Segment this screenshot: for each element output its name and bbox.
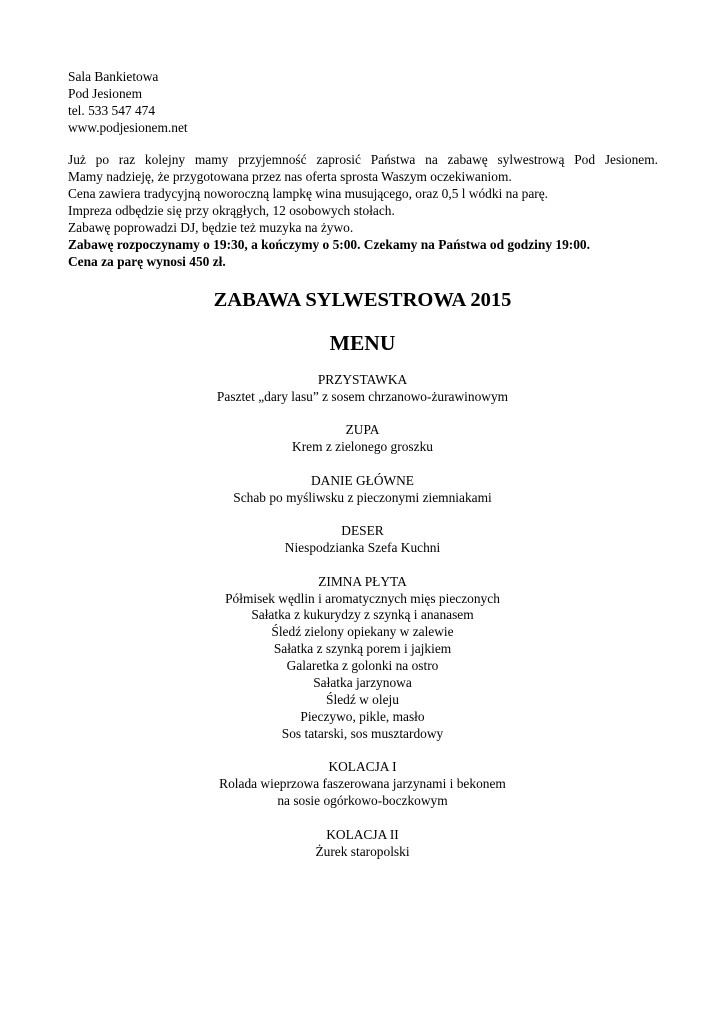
menu-section — [0, 422, 725, 456]
menu-item: Niespodzianka Szefa Kuchni — [284, 540, 441, 556]
menu-section-heading: DANIE GŁÓWNE — [310, 472, 414, 488]
menu-item: Sałatka jarzynowa — [313, 675, 412, 691]
menu-item: Krem z zielonego groszku — [292, 439, 433, 455]
menu-section-heading: ZIMNA PŁYTA — [318, 573, 407, 589]
event-title: ZABAWA SYLWESTROWA 2015 — [213, 289, 512, 311]
menu-section — [0, 827, 725, 861]
menu-item: Pieczywo, pikle, masło — [300, 708, 425, 724]
menu-section — [0, 759, 725, 810]
menu-section-heading: ZUPA — [345, 422, 380, 438]
menu-item: Śledź w oleju — [326, 691, 399, 707]
invitation-line: Już po raz kolejny mamy przyjemność zaprosić Państwa na zabawę sylwestrową Pod Jesionem. — [68, 152, 658, 167]
menu-section-heading: PRZYSTAWKA — [317, 372, 408, 387]
menu-item: Sałatka z kukurydzy z szynką i ananasem — [251, 607, 474, 623]
menu-item: Śledź zielony opiekany w zalewie — [271, 624, 454, 640]
menu-section-heading: KOLACJA II — [326, 826, 399, 842]
venue-website: www.podjesionem.net — [68, 120, 188, 135]
menu-section — [0, 372, 725, 406]
invitation-text — [68, 151, 658, 270]
menu-item: Pasztet „dary lasu” z sosem chrzanowo-żurawinowym — [216, 388, 509, 404]
venue-subname: Pod Jesionem — [68, 86, 143, 101]
menu-item: Półmisek wędlin i aromatycznych mięs pieczonych — [225, 590, 500, 606]
menu-item: Schab po myśliwsku z pieczonymi ziemniakami — [233, 489, 492, 505]
menu-item: Sałatka z szynką porem i jajkiem — [273, 641, 452, 657]
venue-phone: tel. 533 547 474 — [68, 103, 156, 118]
menu-item: na sosie ogórkowo-boczkowym — [277, 793, 448, 809]
invitation-line: Zabawę poprowadzi DJ, będzie też muzyka na żywo. — [68, 220, 354, 235]
menu-section — [0, 523, 725, 557]
menu-item: Galaretka z golonki na ostro — [286, 658, 439, 674]
invitation-line: Mamy nadzieję, że przygotowana przez nas oferta sprosta Waszym oczekiwaniom. — [68, 169, 512, 184]
menu-sections — [0, 372, 725, 877]
invitation-line: Cena zawiera tradycyjną noworoczną lampkę wina musującego, oraz 0,5 l wódki na parę. — [68, 186, 549, 201]
menu-item: Rolada wieprzowa faszerowana jarzynami i bekonem — [219, 776, 506, 792]
price-note: Cena za parę wynosi 450 zł. — [68, 254, 226, 269]
menu-item: Sos tatarski, sos musztardowy — [281, 725, 444, 741]
menu-section-heading: DESER — [341, 523, 384, 539]
menu-title: MENU — [329, 331, 396, 355]
venue-name: Sala Bankietowa — [68, 69, 159, 84]
menu-section — [0, 473, 725, 507]
menu-item: Żurek staropolski — [315, 843, 410, 859]
menu-section — [0, 574, 725, 743]
invitation-line: Impreza odbędzie się przy okrągłych, 12 osobowych stołach. — [68, 203, 395, 218]
venue-address-block — [68, 68, 188, 136]
menu-section-heading: KOLACJA I — [328, 759, 397, 775]
event-time-note: Zabawę rozpoczynamy o 19:30, a kończymy o 5:00. Czekamy na Państwa od godziny 19:00. — [68, 237, 590, 252]
